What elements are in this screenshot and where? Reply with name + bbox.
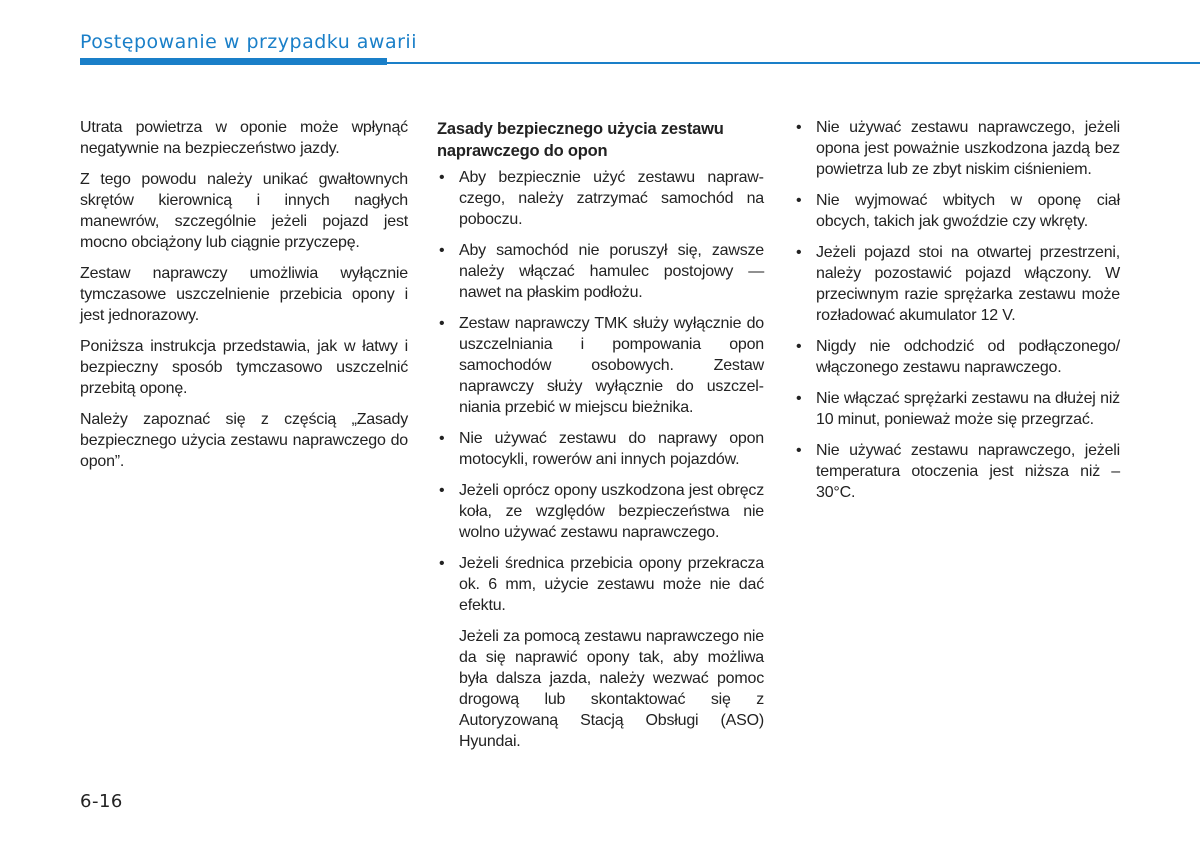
paragraph: Należy zapoznać się z częścią „Zasady bezpiecznego użycia zestawu naprawczego do opon”.	[80, 411, 408, 470]
column-safety-rules-continued	[794, 117, 1120, 513]
list-item-text: Nie używać zestawu naprawczego, jeżeli temperatura otoczenia jest niższa niż –30°C.	[816, 442, 1120, 501]
list-item	[437, 313, 764, 418]
list-item-text: Nie wyjmować wbitych w oponę ciał obcych, takich jak gwoździe czy wkręty.	[816, 192, 1120, 230]
bullet-icon: •	[796, 244, 802, 261]
list-item	[794, 190, 1120, 232]
list-item-text: Jeżeli średnica przebicia opony przekracza ok. 6 mm, użycie zestawu może nie dać efektu.	[459, 555, 764, 614]
bullet-icon: •	[439, 169, 445, 186]
bullet-icon: •	[796, 338, 802, 355]
list-item	[437, 167, 764, 230]
list-item	[437, 428, 764, 470]
column-safety-rules	[437, 118, 764, 762]
list-item-text: Jeżeli pojazd stoi na otwartej przestrzeni, należy pozostawić pojazd włączony. W przeciwnym razie sprężarka zestawu może rozładować akumulator 12 V.	[816, 244, 1120, 324]
list-item-text: Nie włączać sprężarki zestawu na dłużej niż 10 minut, ponieważ może się przegrzać.	[816, 390, 1120, 428]
section-title: Postępowanie w przypadku awarii	[80, 31, 417, 53]
bullet-icon: •	[796, 192, 802, 209]
bullet-icon: •	[439, 482, 445, 499]
list-item	[437, 553, 764, 752]
list-item-text: Zestaw naprawczy TMK służy wyłącznie do uszczelniania i pompowania opon samochodów osobowych. Zestaw naprawczy służy wyłącznie do uszczelniania przebić w miejscu bieżnika.	[459, 315, 764, 416]
paragraph: Zestaw naprawczy umożliwia wyłącznie tymczasowe uszczelnienie przebicia opony i jest jednorazowy.	[80, 265, 408, 324]
section-heading: Zasady bezpiecznego użycia zestawu naprawczego do opon	[437, 120, 724, 160]
column-intro	[80, 117, 408, 482]
list-item	[794, 440, 1120, 503]
list-item-text: Jeżeli oprócz opony uszkodzona jest obręcz koła, ze względów bezpieczeństwa nie wolno używać zestawu naprawczego.	[459, 482, 764, 541]
list-item-text: Nie używać zestawu naprawczego, jeżeli opona jest poważnie uszkodzona jazdą bez powietrza lub ze zbyt niskim ciśnieniem.	[816, 119, 1120, 178]
bullet-icon: •	[796, 119, 802, 136]
list-item	[794, 242, 1120, 326]
bullet-icon: •	[439, 555, 445, 572]
list-item-text: Nie używać zestawu do naprawy opon motocykli, rowerów ani innych pojazdów.	[459, 430, 764, 468]
paragraph: Poniższa instrukcja przedstawia, jak w łatwy i bezpieczny sposób tymczasowo uszczelnić przebitą oponę.	[80, 338, 408, 397]
list-item	[794, 388, 1120, 430]
bullet-icon: •	[439, 315, 445, 332]
bullet-list	[794, 117, 1120, 503]
list-item-text: Aby bezpiecznie użyć zestawu naprawczego, należy zatrzymać samochód na poboczu.	[459, 169, 764, 228]
paragraph: Z tego powodu należy unikać gwałtownych skrętów kierownicą i innych nagłych manewrów, szczególnie jeżeli pojazd jest mocno obciążony lub ciągnie przyczepę.	[80, 171, 408, 251]
list-item-text: Nigdy nie odchodzić od podłączonego/ włączonego zestawu naprawczego.	[816, 338, 1120, 376]
list-item	[437, 240, 764, 303]
list-item	[437, 480, 764, 543]
list-item-note: Jeżeli za pomocą zestawu naprawczego nie da się naprawić opony tak, aby możliwa była dalsza jazda, należy wezwać pomoc drogową lub skontaktować się z Autoryzowaną Stacją Obsługi (ASO) Hyundai.	[459, 628, 764, 750]
list-item	[794, 117, 1120, 180]
bullet-icon: •	[439, 242, 445, 259]
list-item	[794, 336, 1120, 378]
bullet-icon: •	[796, 390, 802, 407]
list-item-text: Aby samochód nie poruszył się, zawsze należy włączać hamulec postojowy — nawet na płaskim podłożu.	[459, 242, 764, 301]
bullet-list	[437, 167, 764, 752]
bullet-icon: •	[796, 442, 802, 459]
header-rule-accent	[80, 58, 387, 65]
page-number: 6-16	[80, 791, 123, 812]
bullet-icon: •	[439, 430, 445, 447]
paragraph: Utrata powietrza w oponie może wpłynąć negatywnie na bezpieczeństwo jazdy.	[80, 119, 408, 157]
